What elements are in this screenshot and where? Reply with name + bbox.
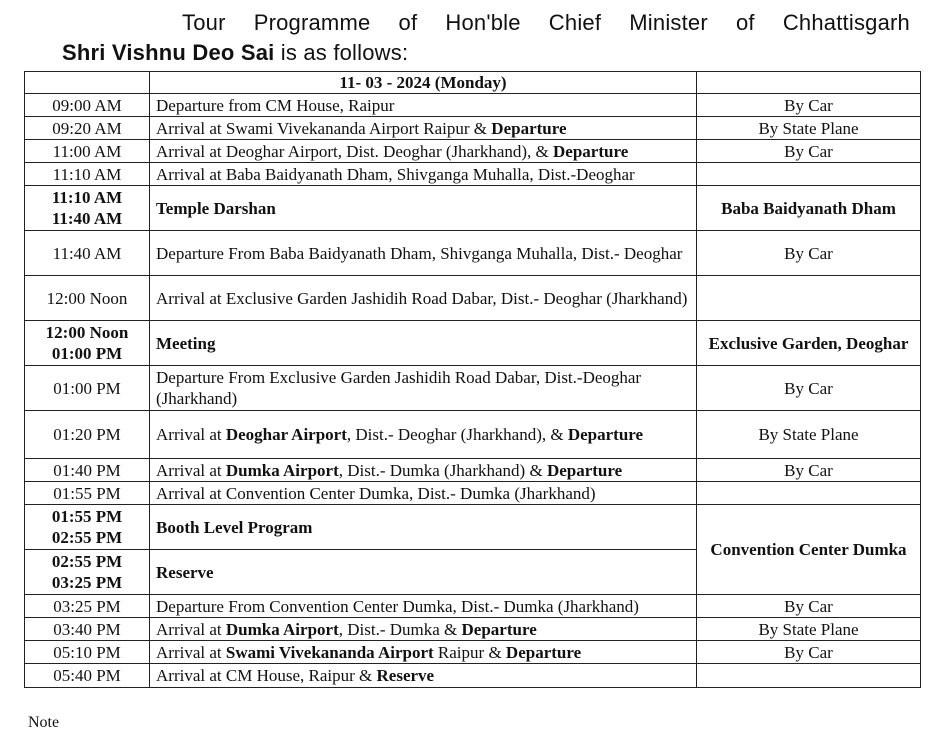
description-text: Temple Darshan bbox=[156, 198, 276, 218]
description-text: Reserve bbox=[376, 666, 435, 685]
description-text: Departure from CM House, Raipur bbox=[156, 95, 395, 115]
description-cell bbox=[150, 664, 697, 688]
time-end-text: 11:40 AM bbox=[51, 209, 123, 228]
time-text: 11:00 AM bbox=[52, 141, 122, 161]
time-cell bbox=[25, 140, 150, 163]
table-row bbox=[25, 411, 921, 459]
description-text: , Dist.- Deoghar (Jharkhand), & bbox=[346, 425, 568, 444]
description-text: Departure From Exclusive Garden Jashidih Road Dabar, Dist.-Deoghar (Jharkhand) bbox=[156, 368, 642, 408]
table-row bbox=[25, 140, 921, 163]
intro-line-2-rest: is as follows: bbox=[274, 40, 409, 65]
description-text: Reserve bbox=[156, 562, 214, 582]
mode-cell: Baba Baidyanath Dham bbox=[697, 186, 921, 231]
time-cell bbox=[25, 664, 150, 688]
time-text: 09:20 AM bbox=[52, 118, 122, 138]
time-text: 11:40 AM bbox=[52, 243, 122, 263]
table-row bbox=[25, 117, 921, 140]
time-text: 11:10 AM bbox=[52, 164, 122, 184]
description-cell bbox=[150, 117, 697, 140]
table-row bbox=[25, 321, 921, 366]
description-text: Swami Vivekananda Airport bbox=[225, 642, 434, 662]
description-cell bbox=[150, 595, 697, 618]
table-row bbox=[25, 641, 921, 664]
time-cell bbox=[25, 321, 150, 366]
description-text: Departure bbox=[461, 619, 537, 639]
description-cell bbox=[150, 641, 697, 664]
description-text: Arrival at CM House, Raipur & bbox=[156, 666, 377, 685]
description-text: Arrival at Convention Center Dumka, Dist.- Dumka (Jharkhand) bbox=[156, 483, 596, 503]
description-text: Arrival at bbox=[156, 460, 226, 480]
description-text: Arrival at Baba Baidyanath Dham, Shivganga Muhalla, Dist.-Deoghar bbox=[156, 164, 635, 184]
table-row bbox=[25, 505, 921, 550]
table-row bbox=[25, 231, 921, 276]
blank-cell bbox=[697, 72, 921, 94]
cm-name: Shri Vishnu Deo Sai bbox=[62, 40, 275, 65]
description-text: Meeting bbox=[156, 333, 216, 353]
table-row bbox=[25, 276, 921, 321]
description-text: Departure bbox=[567, 425, 644, 444]
table-row bbox=[25, 618, 921, 641]
description-cell bbox=[150, 505, 697, 550]
time-text: 02:55 PM bbox=[51, 552, 123, 571]
description-text: Raipur & bbox=[433, 642, 506, 662]
description-text: Departure From Baba Baidyanath Dham, Shivganga Muhalla, Dist.- Deoghar bbox=[156, 243, 683, 263]
time-cell bbox=[25, 94, 150, 117]
time-cell bbox=[25, 482, 150, 505]
description-cell bbox=[150, 140, 697, 163]
description-text: Dumka Airport bbox=[225, 619, 339, 639]
mode-cell: By Car bbox=[697, 641, 921, 664]
time-cell bbox=[25, 550, 150, 595]
mode-cell: By Car bbox=[697, 231, 921, 276]
time-cell bbox=[25, 117, 150, 140]
time-text: 09:00 AM bbox=[52, 95, 122, 115]
description-cell bbox=[150, 618, 697, 641]
description-text: Departure bbox=[553, 141, 629, 161]
table-row bbox=[25, 664, 921, 688]
table-row bbox=[25, 595, 921, 618]
time-text: 05:40 PM bbox=[53, 666, 121, 685]
mode-cell: Convention Center Dumka bbox=[697, 505, 921, 595]
time-text: 03:40 PM bbox=[53, 619, 121, 639]
table-row bbox=[25, 94, 921, 117]
table-row bbox=[25, 186, 921, 231]
description-text: , Dist.- Dumka (Jharkhand) & bbox=[338, 460, 547, 480]
table-row bbox=[25, 163, 921, 186]
mode-cell: By Car bbox=[697, 366, 921, 411]
date-header-row bbox=[25, 72, 921, 94]
blank-cell bbox=[25, 72, 150, 94]
mode-cell bbox=[697, 163, 921, 186]
time-cell bbox=[25, 641, 150, 664]
time-text: 01:20 PM bbox=[53, 425, 121, 444]
intro-line-2 bbox=[62, 38, 910, 68]
time-cell bbox=[25, 618, 150, 641]
time-cell bbox=[25, 505, 150, 550]
description-cell bbox=[150, 366, 697, 411]
time-cell bbox=[25, 186, 150, 231]
time-cell bbox=[25, 459, 150, 482]
description-text: Arrival at bbox=[156, 425, 226, 444]
mode-cell: By State Plane bbox=[697, 117, 921, 140]
description-text: Arrival at bbox=[156, 619, 226, 639]
description-cell bbox=[150, 276, 697, 321]
table-row bbox=[25, 482, 921, 505]
time-text: 01:00 PM bbox=[53, 378, 121, 398]
note-label: Note bbox=[28, 714, 60, 731]
mode-cell: By Car bbox=[697, 94, 921, 117]
time-cell bbox=[25, 595, 150, 618]
time-text: 01:55 PM bbox=[51, 507, 123, 526]
time-end-text: 02:55 PM bbox=[51, 528, 123, 547]
time-text: 05:10 PM bbox=[53, 642, 121, 662]
table-row bbox=[25, 459, 921, 482]
description-cell bbox=[150, 550, 697, 595]
time-text: 12:00 Noon bbox=[45, 323, 129, 342]
time-text: 12:00 Noon bbox=[46, 288, 128, 308]
description-cell bbox=[150, 411, 697, 459]
description-cell bbox=[150, 482, 697, 505]
mode-cell: By State Plane bbox=[697, 411, 921, 459]
description-text: Booth Level Program bbox=[156, 517, 313, 537]
description-cell bbox=[150, 321, 697, 366]
time-text: 01:40 PM bbox=[53, 460, 121, 480]
description-cell bbox=[150, 231, 697, 276]
mode-cell: Exclusive Garden, Deoghar bbox=[697, 321, 921, 366]
description-text: Arrival at Deoghar Airport, Dist. Deoghar (Jharkhand), & bbox=[156, 141, 554, 161]
intro-line-1: Tour Programme of Hon'ble Chief Minister of Chhattisgarh bbox=[182, 10, 910, 35]
schedule-table bbox=[24, 71, 921, 688]
description-cell bbox=[150, 459, 697, 482]
time-cell bbox=[25, 366, 150, 411]
mode-cell: By Car bbox=[697, 595, 921, 618]
description-text: Deoghar Airport bbox=[225, 425, 347, 444]
description-text: Departure bbox=[491, 118, 567, 138]
description-text: Departure bbox=[546, 460, 623, 480]
description-text: Arrival at Swami Vivekananda Airport Raipur & bbox=[156, 118, 492, 138]
time-end-text: 01:00 PM bbox=[51, 344, 123, 363]
time-end-text: 03:25 PM bbox=[51, 573, 123, 592]
table-row bbox=[25, 366, 921, 411]
mode-cell: By State Plane bbox=[697, 618, 921, 641]
time-cell bbox=[25, 411, 150, 459]
description-cell bbox=[150, 163, 697, 186]
mode-cell: By Car bbox=[697, 459, 921, 482]
date-heading: 11- 03 - 2024 (Monday) bbox=[150, 72, 697, 94]
description-text: Arrival at bbox=[156, 642, 226, 662]
mode-cell bbox=[697, 482, 921, 505]
description-text: , Dist.- Dumka & bbox=[338, 619, 462, 639]
description-text: Departure bbox=[505, 642, 582, 662]
description-cell bbox=[150, 94, 697, 117]
description-text: Arrival at Exclusive Garden Jashidih Road Dabar, Dist.- Deoghar (Jharkhand) bbox=[156, 288, 688, 308]
mode-cell bbox=[697, 276, 921, 321]
mode-cell: By Car bbox=[697, 140, 921, 163]
time-cell bbox=[25, 163, 150, 186]
time-cell bbox=[25, 231, 150, 276]
description-cell bbox=[150, 186, 697, 231]
time-cell bbox=[25, 276, 150, 321]
time-text: 01:55 PM bbox=[53, 483, 121, 503]
description-text: Departure From Convention Center Dumka, Dist.- Dumka (Jharkhand) bbox=[156, 596, 639, 616]
time-text: 11:10 AM bbox=[51, 188, 123, 207]
description-text: Dumka Airport bbox=[225, 460, 339, 480]
intro bbox=[62, 8, 910, 68]
time-text: 03:25 PM bbox=[53, 596, 121, 616]
mode-cell bbox=[697, 664, 921, 688]
